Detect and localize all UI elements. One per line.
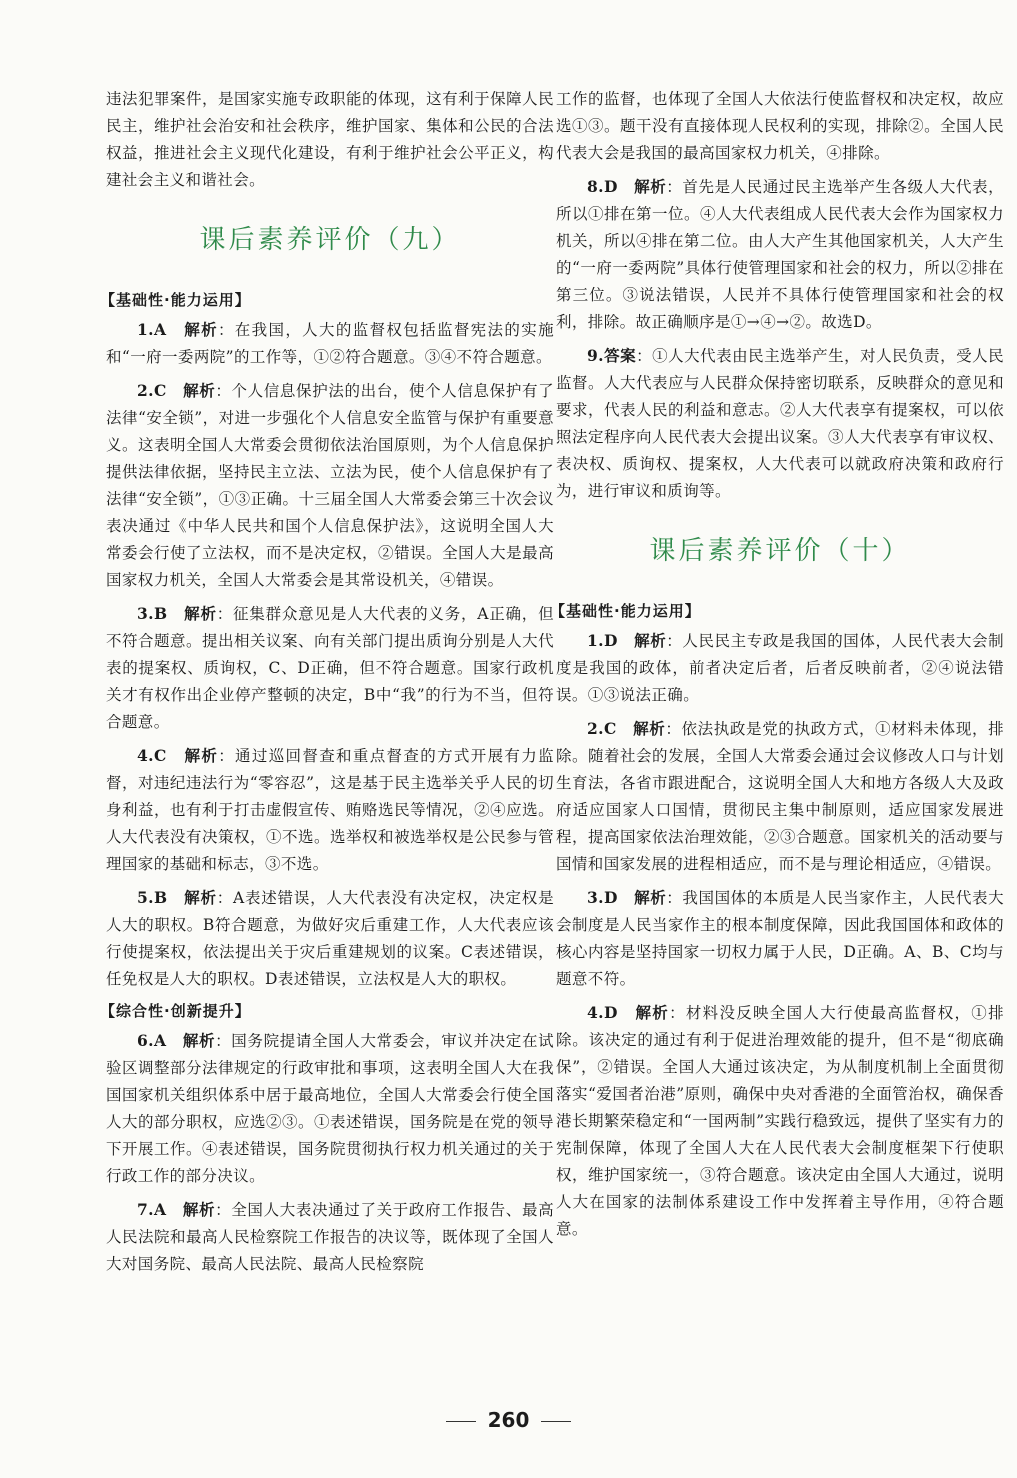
answer-7-continued: 工作的监督，也体现了全国人大依法行使监督权和决定权，故应选①③。题干没有直接体现人民权利的实现，排除②。全国人民代表大会是我国的最高国家权力机关，④排除。: [556, 90, 1004, 162]
answer-number: 1.A: [137, 320, 167, 339]
answer-4: [106, 742, 554, 878]
answer-text: ：①人大代表由民主选举产生，对人民负责，受人民监督。人大代表应与人民群众保持密切联系，反映群众的意见和要求，代表人民的利益和意志。②人大代表享有提案权，可以依照法定程序向人民代表大会提出议案。③人大代表享有审议权、表决权、质询权、提案权，人大代表可以就政府决策和政府行为，进行审议和质询等。: [556, 347, 1004, 500]
answer-number: 2.C: [587, 719, 617, 738]
left-column: [100, 86, 554, 1284]
answer-number: 4.D: [587, 1003, 618, 1022]
answer-7: [106, 1196, 554, 1278]
answer-label: 解析: [634, 888, 667, 907]
answer-label: 解析: [183, 381, 216, 400]
right-column: [550, 86, 1004, 1249]
answer-label: 解析: [633, 719, 666, 738]
answer-label: 答案: [603, 346, 637, 365]
section-title-9: 课后素养评价（九）: [199, 225, 461, 255]
answer-text: ：A表述错误，人大代表没有决定权，决定权是人大的职权。B符合题意，为做好灾后重建工作，人大代表应该行使提案权，依法提出关于灾后重建规划的议案。C表述错误，任免权是人大的职权。D表述错误，立法权是人大的职权。: [106, 889, 554, 988]
answer-number: 7.A: [137, 1200, 167, 1219]
answer-3: [106, 600, 554, 736]
answer-label: 解析: [184, 888, 217, 907]
answer-text: ：人民民主专政是我国的国体，人民代表大会制度是我国的政体，前者决定后者，后者反映前者，②④说法错误。①③说法正确。: [556, 632, 1004, 704]
answer-label: 解析: [184, 746, 219, 765]
page-number: [0, 1408, 1017, 1432]
answer-text: ：个人信息保护法的出台，使个人信息保护有了法律“安全锁”，对进一步强化个人信息安全监管与保护有重要意义。这表明全国人大常委会贯彻依法治国原则，为个人信息保护提供法律依据，坚持民主立法、立法为民，使个人信息保护有了法律“安全锁”，①③正确。十三届全国人大常委会第三十次会议表决通过《中华人民共和国个人信息保护法》，这说明全国人大常委会行使了立法权，而不是决定权，②错误。全国人大是最高国家权力机关，全国人大常委会是其常设机关，④错误。: [106, 382, 554, 589]
page-number-dash: [541, 1421, 571, 1422]
answer-5: [106, 884, 554, 993]
answer-text: ：我国国体的本质是人民当家作主，人民代表大会制度是人民当家作主的根本制度保障，因此我国国体和政体的核心内容是坚持国家一切权力属于人民，D正确。A、B、C均与题意不符。: [556, 889, 1004, 988]
answer-text: ：首先是人民通过民主选举产生各级人大代表，所以①排在第一位。④人大代表组成人民代表大会作为国家权力机关，所以④排在第二位。由人大产生其他国家机关，人大产生的“一府一委两院”具体行使管理国家和社会的权力，所以②排在第三位。③说法错误，人民并不具体行使管理国家和社会的权利，排除。故正确顺序是①→④→②。故选D。: [556, 178, 1004, 331]
subheading-basic: 【基础性·能力运用】: [100, 291, 251, 309]
page-number-dash: [446, 1421, 476, 1422]
answer-9: [556, 342, 1004, 505]
answer-text: ：国务院提请全国人大常委会，审议并决定在试验区调整部分法律规定的行政审批和事项，这表明全国人大在我国国家机关组织体系中居于最高地位，全国人大常委会行使全国人大的部分职权，应选②③。①表述错误，国务院是在党的领导下开展工作。④表述错误，国务院贯彻执行权力机关通过的关于行政工作的部分决议。: [106, 1032, 554, 1185]
section-title-10: 课后素养评价（十）: [649, 536, 911, 566]
answer-text: ：全国人大表决通过了关于政府工作报告、最高人民法院和最高人民检察院工作报告的决议等，既体现了全国人大对国务院、最高人民法院、最高人民检察院: [106, 1201, 554, 1273]
page-number-text: 260: [487, 1408, 530, 1432]
answer-text: ：材料没反映全国人大行使最高监督权，①排除。该决定的通过有利于促进治理效能的提升，但不是“彻底确保”，②错误。全国人大通过该决定，为从制度机制上全面贯彻落实“爱国者治港”原则，确保中央对香港的全面管治权，确保香港长期繁荣稳定和“一国两制”实践行稳致远，提供了坚实有力的宪制保障，体现了全国人大在人民代表大会制度框架下行使职权，维护国家统一，③符合题意。该决定由全国人大通过，说明人大在国家的法制体系建设工作中发挥着主导作用，④符合题意。: [556, 1004, 1004, 1238]
answer-number: 5.B: [137, 888, 168, 907]
answer-number: 9.: [587, 346, 604, 365]
answer-3: [556, 884, 1004, 993]
answer-8: [556, 173, 1004, 336]
subheading-basic: 【基础性·能力运用】: [550, 602, 701, 620]
intro-paragraph: 违法犯罪案件，是国家实施专政职能的体现，这有利于保障人民民主，维护社会治安和社会秩序，维护国家、集体和公民的合法权益，推进社会主义现代化建设，有利于维护社会公平正义，构建社会主义和谐社会。: [106, 90, 554, 189]
answer-label: 解析: [634, 631, 667, 650]
answer-2: [106, 377, 554, 594]
subheading-comprehensive: 【综合性·创新提升】: [100, 1002, 251, 1020]
answer-label: 解析: [182, 1200, 216, 1219]
answer-number: 1.D: [587, 631, 618, 650]
answer-number: 3.B: [137, 604, 168, 623]
answer-label: 解析: [635, 1003, 670, 1022]
answer-label: 解析: [182, 1031, 216, 1050]
answer-text: ：在我国，人大的监督权包括监督宪法的实施和“一府一委两院”的工作等，①②符合题意。③④不符合题意。: [106, 321, 554, 366]
answer-2: [556, 715, 1004, 878]
answer-1: [556, 627, 1004, 709]
answer-label: 解析: [184, 320, 218, 339]
answer-label: 解析: [184, 604, 217, 623]
answer-label: 解析: [634, 177, 667, 196]
answer-4: [556, 999, 1004, 1243]
answer-text: ：依法执政是党的执政方式，①材料未体现，排除。随着社会的发展，全国人大常委会通过会议修改人口与计划生育法，各省市跟进配合，这说明全国人大和地方各级人大及政府适应国家人口国情，贯彻民主集中制原则，适应国家发展进程，提高国家依法治理效能，②③合题意。国家机关的活动要与国情和国家发展的进程相适应，而不是与理论相适应，④错误。: [556, 720, 1004, 873]
answer-text: ：通过巡回督查和重点督查的方式开展有力监督，对违纪违法行为“零容忍”，这是基于民主选举关乎人民的切身利益，也有利于打击虚假宣传、贿赂选民等情况，②④应选。人大代表没有决策权，①不选。选举权和被选举权是公民参与管理国家的基础和标志，③不选。: [106, 747, 554, 873]
answer-1: [106, 316, 554, 371]
answer-number: 2.C: [137, 381, 167, 400]
answer-number: 6.A: [137, 1031, 167, 1050]
answer-number: 8.D: [587, 177, 618, 196]
answer-number: 3.D: [587, 888, 618, 907]
answer-text: ：征集群众意见是人大代表的义务，A正确，但不符合题意。提出相关议案、向有关部门提出质询分别是人大代表的提案权、质询权，C、D正确，但不符合题意。国家行政机关才有权作出企业停产整顿的决定，B中“我”的行为不当，但符合题意。: [106, 605, 554, 731]
answer-number: 4.C: [137, 746, 167, 765]
answer-6: [106, 1027, 554, 1190]
